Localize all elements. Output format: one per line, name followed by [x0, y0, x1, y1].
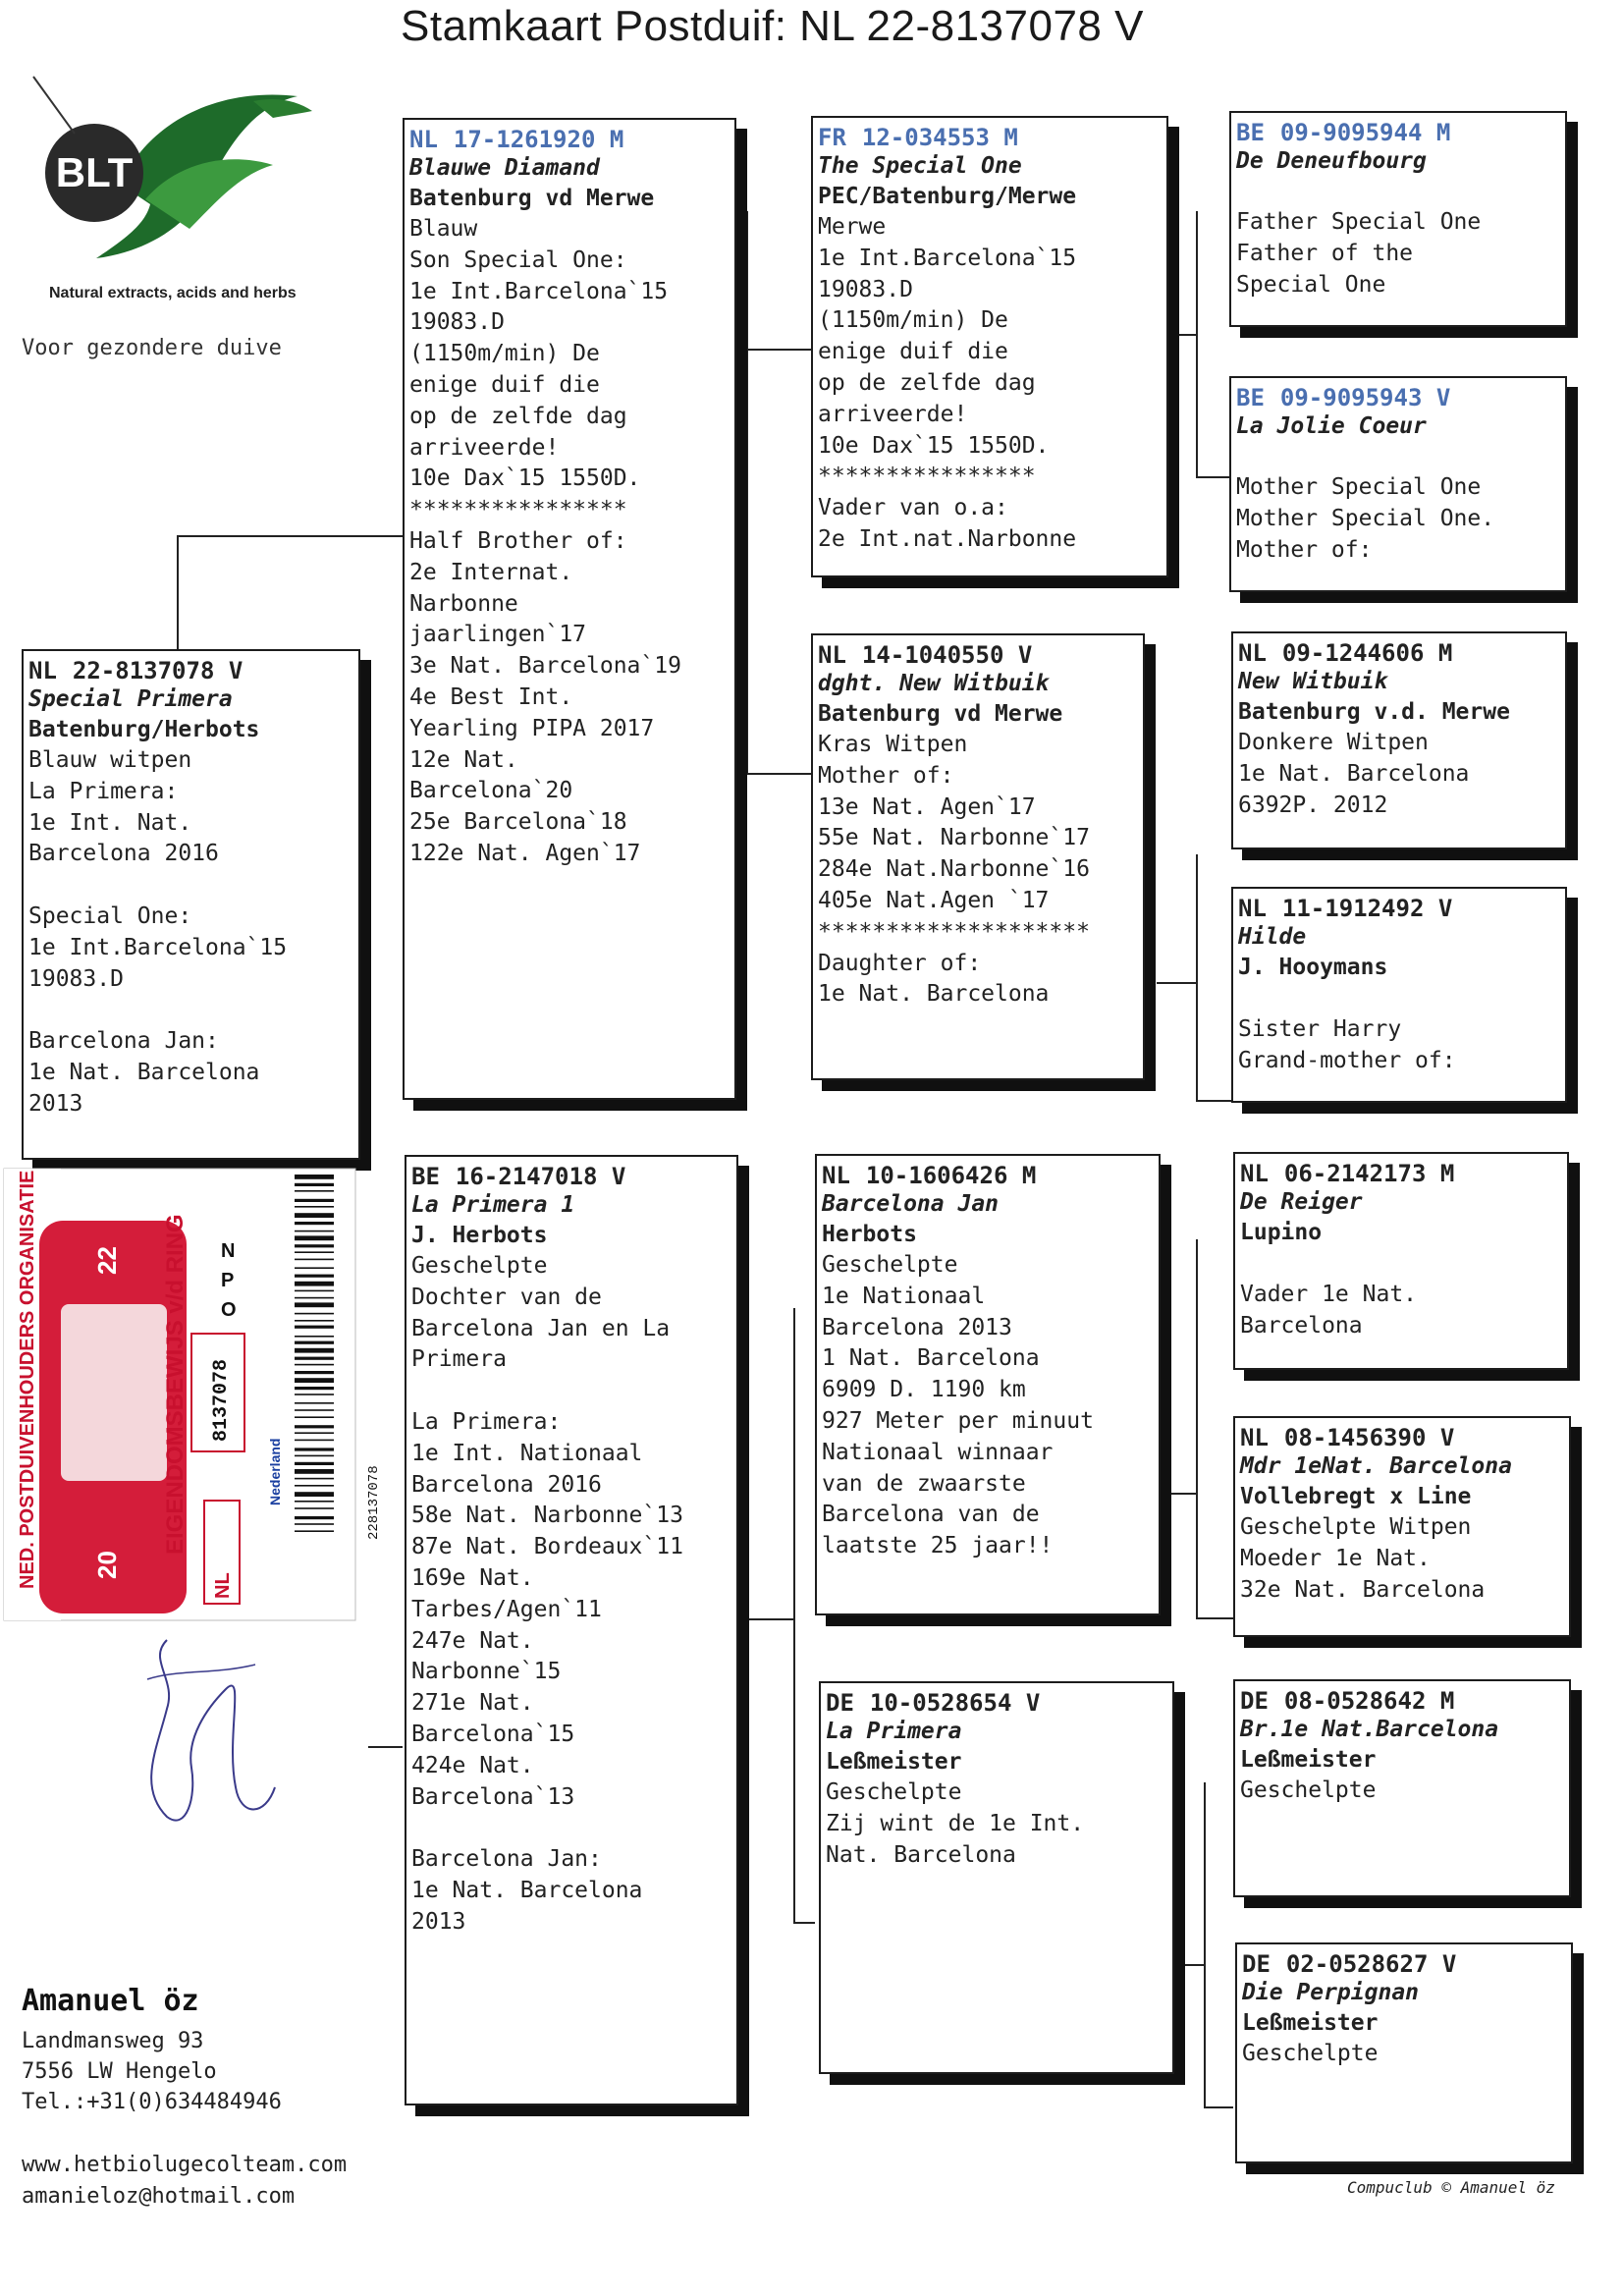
info-line: 2e Internat. [409, 559, 573, 585]
connector [793, 1922, 815, 1924]
info-line: 4e Best Int. [409, 683, 573, 710]
info-line: 19083.D [409, 309, 505, 336]
pedigree-card-mmm [1235, 1942, 1573, 2163]
ring-number: 09-9095944 M [1279, 119, 1451, 146]
connector [368, 1746, 403, 1748]
breeder: Batenburg vd Merwe [409, 186, 655, 211]
pedigree-card-ff [811, 116, 1168, 577]
info-line: Father of the [1236, 240, 1414, 266]
info-line: laatste 25 jaar!! [822, 1533, 1054, 1559]
info-line: Mother Special One. [1236, 505, 1495, 531]
country-code: NL [1238, 639, 1267, 667]
info-line: Daughter of: [818, 950, 982, 976]
info-line: (1150m/min) De [818, 307, 1008, 334]
copyright: Compuclub © Amanuel öz [1347, 2178, 1555, 2197]
info-line: Mother Special One [1236, 474, 1482, 500]
info-line: van de zwaarste [822, 1470, 1026, 1497]
connector [734, 349, 811, 351]
card-year-b: 22 [92, 1246, 122, 1275]
info-line: Son Special One: [409, 246, 627, 273]
info-line: 2013 [28, 1090, 83, 1117]
card-ring-number: 8137078 [210, 1358, 233, 1442]
bird-name: La Jolie Coeur [1236, 413, 1427, 439]
pedigree-card-father [403, 118, 736, 1100]
bird-name: Br.1e Nat.Barcelona [1240, 1717, 1499, 1742]
bird-name: Barcelona Jan [822, 1191, 1000, 1217]
info-line: Mother of: [1236, 536, 1373, 563]
info-line: Barcelona 2016 [411, 1471, 602, 1498]
info-line: Barcelona 2016 [28, 841, 219, 867]
owner-phone: Tel.:+31(0)634484946 [22, 2090, 282, 2114]
breeder: Leßmeister [1240, 1747, 1377, 1773]
ring-number: 14-1040550 V [861, 641, 1033, 669]
info-line: Donkere Witpen [1238, 730, 1429, 755]
info-line: Grand-mother of: [1238, 1047, 1456, 1073]
country-code: DE [826, 1689, 854, 1717]
connector [1196, 1617, 1233, 1619]
info-line: Barcelona Jan en La [411, 1315, 671, 1341]
info-line: 3e Nat. Barcelona`19 [409, 653, 681, 680]
info-line: Merwe [818, 214, 887, 240]
info-line: 284e Nat.Narbonne`16 [818, 856, 1090, 883]
card-year-a: 20 [92, 1551, 122, 1579]
country-code: NL [409, 126, 438, 153]
info-line: enige duif die [818, 339, 1008, 365]
connector [1168, 1493, 1198, 1495]
bird-name: The Special One [818, 153, 1022, 179]
owner-name: Amanuel öz [22, 1984, 199, 2018]
pedigree-card-mf [815, 1154, 1161, 1615]
country-code: DE [1240, 1687, 1269, 1715]
bird-name: dght. New Witbuik [818, 671, 1050, 696]
country-code: DE [1242, 1950, 1271, 1978]
info-line: Geschelpte Witpen [1240, 1514, 1472, 1540]
country-code: NL [28, 657, 57, 684]
country-code: NL [1240, 1424, 1269, 1451]
info-line: Barcelona van de [822, 1502, 1040, 1528]
info-line: Blauw witpen [28, 747, 192, 773]
info-line: 169e Nat. [411, 1564, 534, 1591]
pedigree-card-fm [811, 633, 1145, 1080]
connector [1174, 1964, 1206, 1966]
info-line [1238, 983, 1559, 1014]
country-code: NL [1238, 895, 1267, 922]
ring-number: 08-1456390 V [1283, 1424, 1455, 1451]
info-line: 10e Dax`15 1550D. [409, 465, 641, 492]
info-line: Geschelpte [411, 1253, 548, 1279]
pedigree-card-mff [1233, 1152, 1569, 1370]
info-line: Primera [411, 1346, 507, 1373]
country-code: NL [818, 641, 846, 669]
connector [1157, 982, 1198, 984]
info-line: 19083.D [818, 276, 913, 302]
info-line: 1e Nat. Barcelona [1238, 760, 1470, 787]
info-line: Geschelpte [1240, 1777, 1377, 1803]
info-line: 1e Nat. Barcelona [411, 1877, 643, 1903]
owner-city: 7556 LW Hengelo [22, 2059, 217, 2084]
info-line: 2e Int.nat.Narbonne [818, 525, 1077, 552]
bird-name: Die Perpignan [1242, 1980, 1420, 2005]
ring-number: 09-9095943 V [1279, 384, 1451, 411]
info-line: arriveerde! [409, 434, 560, 461]
country-code: BE [411, 1163, 440, 1190]
info-line: jaarlingen`17 [409, 622, 587, 648]
info-line: 2013 [411, 1908, 466, 1935]
ring-number: 22-8137078 V [72, 657, 243, 684]
brand-slogan: Voor gezondere duive [22, 336, 282, 360]
info-line: Barcelona [1240, 1312, 1363, 1339]
ring-number: 11-1912492 V [1281, 895, 1453, 922]
info-line [1240, 1248, 1561, 1280]
bird-name: De Reiger [1240, 1189, 1363, 1215]
breeder: Batenburg vd Merwe [818, 701, 1063, 727]
info-line: Moeder 1e Nat. [1240, 1545, 1431, 1571]
card-barcode-number: 228137078 [366, 1465, 382, 1540]
info-line: Narbonne`15 [411, 1659, 562, 1685]
connector [1168, 334, 1198, 336]
owner-email[interactable]: amanieloz@hotmail.com [22, 2184, 296, 2209]
info-line: Barcelona Jan: [411, 1846, 602, 1873]
breeder: Vollebregt x Line [1240, 1484, 1472, 1509]
connector [1196, 854, 1198, 1100]
info-line: 1e Int. Nat. [28, 809, 192, 836]
info-line: 55e Nat. Narbonne`17 [818, 825, 1090, 851]
signature [108, 1620, 324, 1846]
ring-number: 17-1261920 M [453, 126, 624, 153]
connector [1196, 1100, 1231, 1102]
info-line: **************** [818, 464, 1036, 490]
card-country: NL [212, 1572, 234, 1599]
ring-number: 02-0528627 V [1285, 1950, 1457, 1978]
info-line: Mother of: [818, 762, 954, 789]
info-line: ******************** [818, 918, 1090, 945]
breeder: Leßmeister [1242, 2010, 1379, 2036]
connector [738, 1618, 795, 1620]
info-line: 424e Nat. [411, 1752, 534, 1778]
card-letter-n: N [221, 1240, 236, 1262]
pedigree-card-fff [1229, 111, 1567, 327]
info-line: 405e Nat.Agen `17 [818, 887, 1050, 913]
bird-name: Blauwe Diamand [409, 155, 600, 181]
ring-ownership-card [0, 1167, 382, 1628]
info-line: Geschelpte [1242, 2041, 1379, 2066]
pedigree-card-mm [819, 1681, 1174, 2074]
pedigree-card-main [22, 649, 360, 1160]
info-line: 58e Nat. Narbonne`13 [411, 1503, 683, 1529]
bird-name: Mdr 1eNat. Barcelona [1240, 1453, 1512, 1479]
info-line: arriveerde! [818, 401, 968, 427]
breeder: Leßmeister [826, 1749, 962, 1775]
ring-number: 10-0528654 V [869, 1689, 1041, 1717]
pedigree-card-ffm [1229, 376, 1567, 592]
connector [1196, 211, 1198, 476]
pedigree-card-mother [405, 1155, 738, 2105]
info-line: Geschelpte [826, 1779, 962, 1805]
info-line: Father Special One [1236, 209, 1482, 235]
info-line: 32e Nat. Barcelona [1240, 1576, 1486, 1603]
info-line: 19083.D [28, 965, 124, 992]
info-line: 6909 D. 1190 km [822, 1377, 1026, 1403]
pedigree-card-fmf [1231, 631, 1567, 849]
owner-address: Landmansweg 93 [22, 2029, 204, 2053]
card-letter-o: O [221, 1299, 237, 1321]
brand-tagline: Natural extracts, acids and herbs [49, 285, 297, 301]
breeder [1236, 442, 1559, 472]
info-line: 271e Nat. [411, 1690, 534, 1717]
info-line: Narbonne [409, 590, 518, 617]
connector [1204, 1782, 1206, 2106]
info-line: Half Brother of: [409, 527, 627, 554]
info-line: La Primera: [411, 1408, 562, 1435]
info-line: (1150m/min) De [409, 341, 600, 367]
info-line: Barcelona`20 [409, 778, 573, 804]
connector [746, 773, 811, 775]
info-line: 1e Nationaal [822, 1283, 986, 1309]
brand-logo [27, 57, 322, 293]
breeder: J. Hooymans [1238, 955, 1388, 980]
info-line: Barcelona Jan: [28, 1028, 219, 1055]
ring-number: 06-2142173 M [1283, 1160, 1455, 1187]
breeder: PEC/Batenburg/Merwe [818, 184, 1077, 209]
info-line: Barcelona`15 [411, 1721, 575, 1747]
ring-number: 08-0528642 M [1283, 1687, 1455, 1715]
connector [793, 1308, 795, 1922]
pedigree-card-mfm [1233, 1416, 1571, 1637]
info-line [28, 870, 352, 902]
info-line: 25e Barcelona`18 [409, 809, 627, 836]
info-line: 247e Nat. [411, 1627, 534, 1654]
info-line: Dochter van de [411, 1284, 602, 1310]
ring-number: 12-034553 M [861, 124, 1018, 151]
pedigree-card-mmf [1233, 1679, 1571, 1897]
owner-website[interactable]: www.hetbiolugecolteam.com [22, 2153, 348, 2177]
info-line: Tarbes/Agen`11 [411, 1596, 602, 1622]
connector [1204, 2106, 1233, 2108]
info-line [28, 995, 352, 1026]
pedigree-card-fmm [1231, 887, 1567, 1103]
info-line: 13e Nat. Agen`17 [818, 793, 1036, 820]
breeder: Herbots [822, 1222, 917, 1247]
breeder: J. Herbots [411, 1223, 548, 1248]
info-line: Special One [1236, 271, 1386, 298]
bird-name: De Deneufbourg [1236, 148, 1427, 174]
info-line: op de zelfde dag [409, 403, 627, 429]
info-line [411, 1376, 730, 1407]
info-line: Vader van o.a: [818, 495, 1008, 521]
info-line: La Primera: [28, 778, 179, 804]
info-line: 1e Int. Nationaal [411, 1440, 643, 1466]
info-line [411, 1813, 730, 1844]
info-line: 1e Nat. Barcelona [28, 1059, 260, 1085]
connector [177, 535, 403, 537]
page-title: Stamkaart Postduif: NL 22-8137078 V [401, 2, 1144, 50]
bird-name: New Witbuik [1238, 669, 1388, 694]
connector [1196, 476, 1231, 478]
info-line: Yearling PIPA 2017 [409, 715, 655, 741]
info-line: 122e Nat. Agen`17 [409, 840, 641, 866]
country-code: BE [1236, 119, 1265, 146]
ring-number: 16-2147018 V [455, 1163, 626, 1190]
country-code: BE [1236, 384, 1265, 411]
connector [746, 211, 748, 774]
info-line: 87e Nat. Bordeaux`11 [411, 1534, 683, 1560]
info-line: Barcelona 2013 [822, 1314, 1012, 1340]
breeder: Lupino [1240, 1220, 1323, 1245]
info-line: **************** [409, 497, 627, 523]
info-line: 1e Int.Barcelona`15 [818, 245, 1077, 271]
info-line: 1e Nat. Barcelona [818, 981, 1050, 1008]
bird-name: La Primera 1 [411, 1192, 575, 1218]
bird-name: Special Primera [28, 686, 233, 712]
ring-number: 10-1606426 M [865, 1162, 1037, 1189]
card-title: EIGENDOMSBEWIJS v/d RING [162, 1214, 189, 1555]
info-line: 1 Nat. Barcelona [822, 1345, 1040, 1372]
info-line: Kras Witpen [818, 732, 968, 757]
info-line: 12e Nat. [409, 746, 518, 773]
info-line: 10e Dax`15 1550D. [818, 432, 1050, 459]
info-line: Nat. Barcelona [826, 1841, 1016, 1868]
card-letter-p: P [221, 1270, 235, 1291]
info-line: 927 Meter per minuut [822, 1407, 1094, 1434]
info-line: Barcelona`13 [411, 1783, 575, 1810]
connector [177, 535, 179, 651]
info-line: 1e Int.Barcelona`15 [409, 278, 669, 304]
info-line: 6392P. 2012 [1238, 792, 1388, 818]
info-line: Blauw [409, 216, 478, 242]
info-line: Zij wint de 1e Int. [826, 1810, 1085, 1836]
info-line: enige duif die [409, 371, 600, 398]
connector [1196, 1239, 1198, 1617]
info-line: op de zelfde dag [818, 369, 1036, 396]
bird-name: Hilde [1238, 924, 1307, 950]
card-org: NED. POSTDUIVENHOUDERS ORGANISATIE [17, 1170, 38, 1589]
bird-name: La Primera [826, 1719, 962, 1744]
info-line: Sister Harry [1238, 1015, 1402, 1042]
country-code: NL [822, 1162, 850, 1189]
info-line: Vader 1e Nat. [1240, 1281, 1418, 1307]
country-code: NL [1240, 1160, 1269, 1187]
logo-text: BLT [55, 149, 134, 195]
ring-number: 09-1244606 M [1281, 639, 1453, 667]
breeder [1236, 177, 1559, 207]
info-line: Nationaal winnaar [822, 1439, 1054, 1465]
breeder: Batenburg v.d. Merwe [1238, 699, 1510, 725]
info-line: 1e Int.Barcelona`15 [28, 934, 288, 960]
info-line: Special One: [28, 902, 192, 929]
country-code: FR [818, 124, 846, 151]
breeder: Batenburg/Herbots [28, 717, 260, 742]
info-line: Geschelpte [822, 1252, 958, 1278]
card-country-name: Nederland [267, 1438, 283, 1505]
